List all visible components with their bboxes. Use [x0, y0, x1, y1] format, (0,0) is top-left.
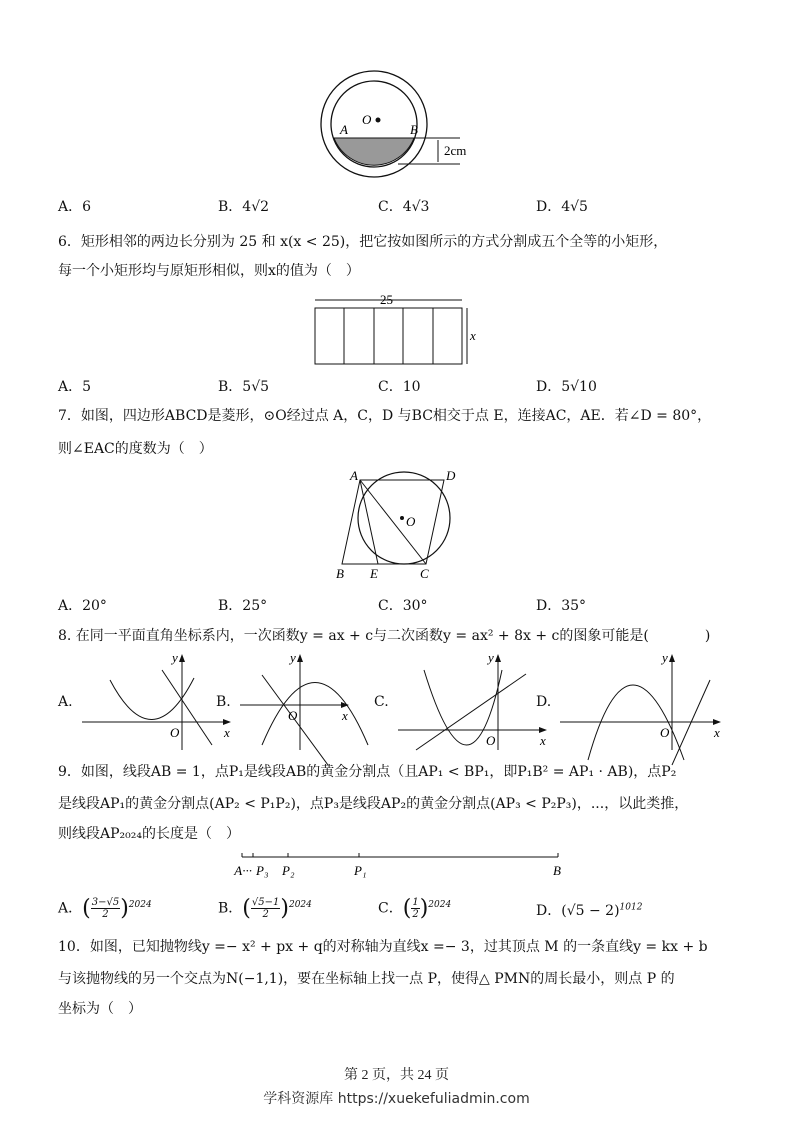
- y-axis-label: y: [662, 650, 668, 665]
- label-b: B: [410, 122, 418, 137]
- q6-text-line: 6．矩形相邻的两边长分别为 25 和 x(x < 25)，把它按如图所示的方式分割成五个全等的小矩形，: [58, 234, 668, 250]
- q6-option-d: D．5√10: [536, 379, 597, 395]
- label-o: O: [406, 514, 416, 529]
- q8-option-b: B.: [216, 694, 231, 710]
- label-p3: P₃: [256, 863, 269, 878]
- x-axis-label: x: [540, 733, 546, 748]
- parabola: [262, 683, 368, 746]
- label-e: E: [370, 566, 378, 581]
- label-c: C: [420, 566, 429, 581]
- q10-text-line: 坐标为（ ）: [58, 1001, 142, 1017]
- q5-option-b: B．4√2: [218, 199, 270, 215]
- q5-circle-figure: [318, 68, 478, 188]
- label-p1: P₁: [354, 863, 367, 878]
- y-axis-label: y: [290, 650, 296, 665]
- q8-option-c: C.: [374, 694, 389, 710]
- label-b: B: [336, 566, 344, 581]
- q9-option-b: B．( $\frac{√5-1}{2})^{2024}$: [218, 896, 312, 921]
- linear-function-line: [416, 674, 526, 750]
- y-axis-label: y: [488, 650, 494, 665]
- q9-text-line: 则线段AP₂₀₂₄的长度是（ ）: [58, 826, 240, 842]
- q10-text-line: 与该抛物线的另一个交点为N(−1,1)，要在坐标轴上找一点 P，使得△ PMN的周长最小，则点 P 的: [58, 971, 675, 987]
- label-a: A···: [234, 863, 252, 878]
- q7-rhombus-figure: [332, 470, 472, 585]
- dimension-label: 2cm: [444, 143, 467, 158]
- q7-option-a: A．20°: [58, 598, 107, 614]
- origin-label: O: [660, 725, 670, 740]
- q7-option-d: D．35°: [536, 598, 587, 614]
- q6-rectangle-figure: [312, 292, 482, 372]
- q8-graph-d: [560, 650, 720, 750]
- x-axis-label: x: [714, 725, 720, 740]
- y-axis-label: y: [172, 650, 178, 665]
- label-o: O: [362, 112, 372, 127]
- q7-option-c: C．30°: [378, 598, 428, 614]
- label-a: A: [340, 122, 348, 137]
- y-axis-arrow-icon: [495, 654, 501, 662]
- q8-text-line: 8. 在同一平面直角坐标系内，一次函数y = ax + c与二次函数y = ax² + 8x + c的图象可能是( ): [58, 628, 711, 644]
- q6-option-c: C．10: [378, 379, 421, 395]
- label-b: B: [553, 863, 561, 878]
- q6-option-a: A．5: [58, 379, 92, 395]
- q7-text-line: 7．如图，四边形ABCD是菱形，⊙O经过点 A，C，D 与BC相交于点 E，连接AC，AE．若∠D = 80°，: [58, 408, 712, 424]
- origin-label: O: [170, 725, 180, 740]
- height-label: x: [470, 328, 476, 343]
- q5-option-a: A．6: [58, 199, 92, 215]
- y-axis-arrow-icon: [669, 654, 675, 662]
- q8-option-d: D.: [536, 694, 552, 710]
- q9-text-line: 是线段AP₁的黄金分割点(AP₂ < P₁P₂)，点P₃是线段AP₂的黄金分割点(AP₃ < P₂P₃)，...，以此类推，: [58, 796, 689, 812]
- label-a: A: [350, 468, 358, 483]
- q7-text-line: 则∠EAC的度数为（ ）: [58, 441, 213, 457]
- x-axis-label: x: [224, 725, 230, 740]
- y-axis-arrow-icon: [297, 654, 303, 662]
- q8-option-a: A.: [58, 694, 73, 710]
- label-d: D: [446, 468, 456, 483]
- q9-segment-figure: [234, 850, 570, 880]
- y-axis-arrow-icon: [179, 654, 185, 662]
- q6-option-b: B．5√5: [218, 379, 270, 395]
- origin-label: O: [288, 708, 298, 723]
- q5-option-c: C．4√3: [378, 199, 430, 215]
- x-axis-label: x: [342, 708, 348, 723]
- q8-graph-b: [240, 650, 390, 750]
- width-label: 25: [380, 292, 393, 307]
- q9-option-a: A．( $\frac{3-√5}{2})^{2024}$: [58, 896, 152, 921]
- page-number: 第 2 页，共 24 页: [344, 1068, 449, 1083]
- q9-option-d: D．$(√5 - 2)^{1012}$: [536, 902, 643, 919]
- q8-graph-a: [82, 650, 232, 750]
- origin-label: O: [486, 733, 496, 748]
- q5-option-d: D．4√5: [536, 199, 588, 215]
- label-p2: P₂: [282, 863, 295, 878]
- q10-text-line: 10．如图，已知抛物线y =− x² + px + q的对称轴为直线x =− 3，过其顶点 M 的一条直线y = kx + b: [58, 939, 708, 955]
- q9-text-line: 9．如图，线段AB = 1，点P₁是线段AB的黄金分割点（且AP₁ < BP₁，即P₁B² = AP₁ · AB)，点P₂: [58, 764, 677, 780]
- q7-option-b: B．25°: [218, 598, 268, 614]
- q6-text-line: 每一个小矩形均与原矩形相似，则x的值为（ ）: [58, 263, 360, 279]
- q9-option-c: C．( $\frac{1}{2})^{2024}$: [378, 896, 452, 921]
- watermark: 学科资源库 https://xuekefuliadmin.com: [263, 1091, 530, 1107]
- q8-graph-c: [398, 650, 548, 750]
